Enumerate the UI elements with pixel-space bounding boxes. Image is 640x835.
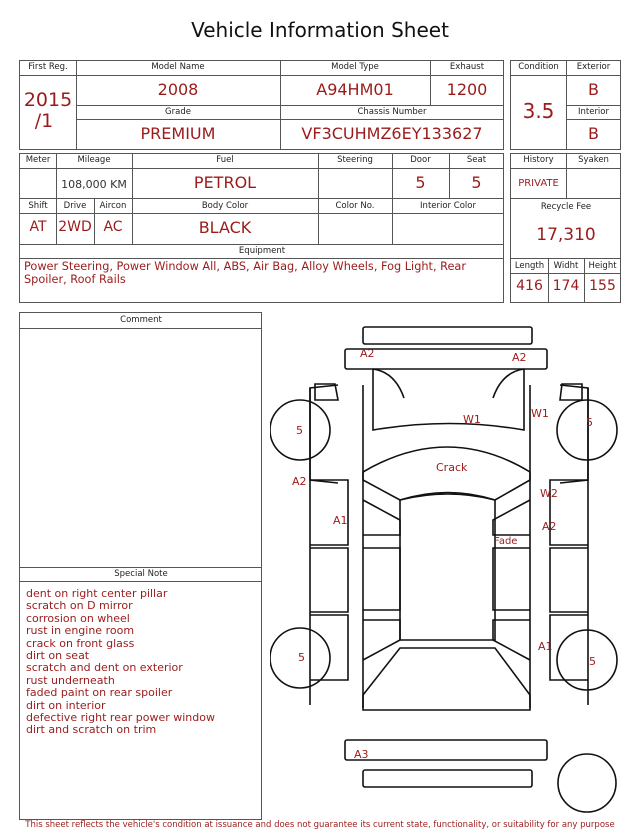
grade-value: PREMIUM [140,124,216,143]
width-value: 174 [552,278,580,294]
info-table-bottom [19,153,504,303]
exhaust-value: 1200 [446,80,488,99]
model-type-label: Model Type [331,62,379,72]
history-value: PRIVATE [518,178,559,189]
condition-value: 3.5 [522,99,555,123]
history-label: History [523,155,554,165]
interior-value: B [588,124,599,143]
door-label: Door [410,155,431,165]
aircon-value: AC [103,219,123,235]
mark-front-right: A2 [512,351,527,364]
fuel-value: PETROL [193,173,257,192]
shift-label: Shift [28,201,48,211]
mark-right-rear: A1 [538,640,553,653]
exhaust-label: Exhaust [449,62,485,72]
mark-rear: A3 [354,748,369,761]
mark-windshield: W1 [463,413,481,426]
car-damage-diagram [270,320,630,815]
first-reg-year: 2015 [23,89,73,111]
chassis-label: Chassis Number [357,107,427,117]
width-label: Widht [553,261,579,271]
interior-label: Interior [577,107,609,117]
exterior-label: Exterior [576,62,611,72]
interior-color-label: Interior Color [420,201,476,211]
mark-right-fender-a: A2 [542,520,557,533]
disclaimer-footer: This sheet reflects the vehicle's condition at issuance and does not guarantee its current state, functionality, or suitability for any purpose [25,820,615,830]
length-value: 416 [516,278,543,294]
meter-label: Meter [25,155,51,165]
height-value: 155 [589,278,616,294]
length-label: Length [514,261,545,271]
special-note-item: dent on right center pillar [26,587,168,600]
first-reg-month: /1 [34,110,54,132]
first-reg-label: First Reg. [28,62,68,72]
special-note-item: scratch on D mirror [26,599,133,613]
seat-label: Seat [466,155,487,165]
mark-left-fender: A2 [292,475,307,488]
drive-value: 2WD [58,219,92,235]
special-note-item: corrosion on wheel [26,611,130,625]
mileage-value: 108,000 KM [61,178,127,191]
seat-value: 5 [471,173,482,192]
model-name-label: Model Name [151,62,205,72]
special-note-item: dirt on seat [26,649,90,663]
special-note-item: crack on front glass [26,636,135,650]
equipment-label: Equipment [238,246,286,256]
drive-label: Drive [63,201,87,211]
mark-left-door: A1 [333,514,348,527]
height-label: Height [588,261,617,271]
model-name-value: 2008 [157,80,199,99]
model-type-value: A94HM01 [316,80,394,99]
special-note-item: faded paint on rear spoiler [26,686,173,700]
grade-label: Grade [165,107,191,117]
mark-wheel-fl: 5 [296,424,303,437]
aircon-label: Aircon [99,201,127,211]
comment-box [19,312,262,820]
steering-label: Steering [337,155,373,165]
recycle-fee-label: Recycle Fee [540,202,592,212]
shift-value: AT [29,219,47,235]
special-note-item: rust underneath [26,673,115,687]
mark-wheel-rr: 5 [589,655,596,668]
equipment-value: Power Steering, Power Window All, ABS, Air Bag, Alloy Wheels, Fog Light, Rear Spoiler, Roof Rails [24,260,467,286]
color-no-label: Color No. [335,201,375,211]
door-value: 5 [415,173,426,192]
history-box [510,153,621,303]
special-note-item: scratch and dent on exterior [26,661,183,675]
condition-box [510,60,621,150]
exterior-value: B [588,80,599,99]
chassis-value: VF3CUHMZ6EY133627 [301,124,483,143]
mark-wheel-rl: 5 [298,651,305,664]
special-note-item: dirt on interior [26,698,106,712]
mileage-label: Mileage [77,155,111,165]
mark-right-mirror: W1 [531,407,549,420]
body-color-value: BLACK [198,218,252,237]
syaken-label: Syaken [578,155,609,165]
special-note-item: defective right rear power window [26,711,215,725]
mark-wheel-fr: 5 [586,416,593,429]
special-note-label: Special Note [114,569,168,579]
page-title: Vehicle Information Sheet [191,18,449,42]
condition-label: Condition [518,62,559,72]
info-table-top [19,60,504,150]
special-notes-list [26,588,258,737]
body-color-label: Body Color [201,201,249,211]
comment-label: Comment [120,315,162,325]
mark-right-door: Fade [494,536,518,547]
fuel-label: Fuel [216,155,234,165]
special-note-item: dirt and scratch on trim [26,723,157,737]
mark-front-left: A2 [360,347,375,360]
special-note-item: rust in engine room [26,624,135,638]
recycle-fee-value: 17,310 [536,225,596,245]
mark-roof: Crack [436,461,468,474]
mark-right-fender-w: W2 [540,487,558,500]
